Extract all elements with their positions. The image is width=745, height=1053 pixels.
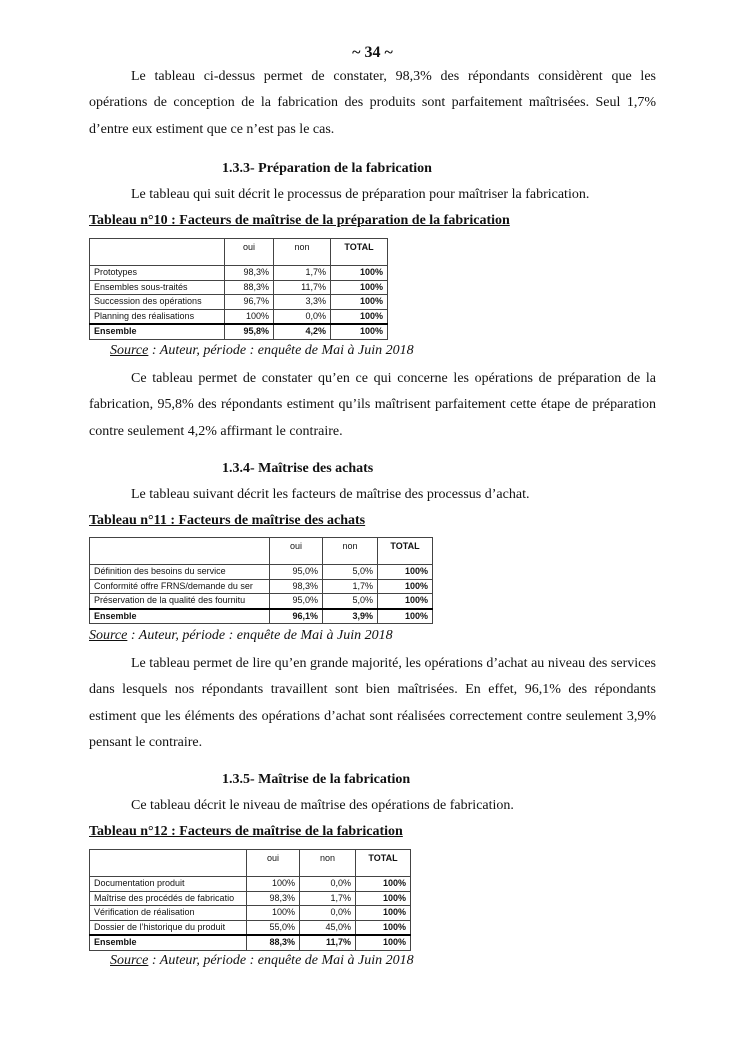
table-header-row <box>90 239 388 266</box>
source-label: Source <box>110 953 149 968</box>
table-cell: 100% <box>378 609 433 624</box>
table-cell: Ensembles sous-traités <box>90 280 225 295</box>
table-header-cell <box>90 538 270 565</box>
table-cell: 0,0% <box>300 906 356 921</box>
table-cell: Ensemble <box>90 935 247 950</box>
table10 <box>89 238 388 340</box>
table-cell: 100% <box>225 309 274 324</box>
table-header-cell: oui <box>225 239 274 266</box>
table-row <box>90 266 388 281</box>
table-cell: Ensemble <box>90 324 225 339</box>
source-label: Source <box>110 343 149 358</box>
table-cell: 100% <box>378 565 433 580</box>
table-cell: 45,0% <box>300 920 356 935</box>
table-cell: 100% <box>356 906 411 921</box>
table-row <box>90 579 433 594</box>
table-cell: 100% <box>378 594 433 609</box>
table-row <box>90 594 433 609</box>
table-cell: 88,3% <box>247 935 300 950</box>
section-heading-1-3-4: 1.3.4- Maîtrise des achats <box>222 461 374 476</box>
table-cell: 95,8% <box>225 324 274 339</box>
table12-source <box>110 953 414 969</box>
table-header-cell <box>90 239 225 266</box>
table-cell: 0,0% <box>274 309 331 324</box>
paragraph-achats-intro: Le tableau suivant décrit les facteurs de maîtrise des processus d’achat. <box>131 487 530 502</box>
table-cell: 98,3% <box>225 266 274 281</box>
table-cell: 0,0% <box>300 877 356 892</box>
table-row <box>90 309 388 324</box>
table-cell: 100% <box>247 906 300 921</box>
table-cell: Documentation produit <box>90 877 247 892</box>
table-cell: 1,7% <box>274 266 331 281</box>
table-cell: 98,3% <box>270 579 323 594</box>
table-cell: 55,0% <box>247 920 300 935</box>
source-text: : Auteur, période : enquête de Mai à Juin 2018 <box>148 953 414 968</box>
table-header-cell: oui <box>247 850 300 877</box>
paragraph-preparation-intro: Le tableau qui suit décrit le processus de préparation pour maîtriser la fabrication. <box>131 187 590 202</box>
table-row-total <box>90 935 411 950</box>
table-row <box>90 295 388 310</box>
table-cell: 100% <box>331 295 388 310</box>
table11 <box>89 537 433 624</box>
table-row-total <box>90 324 388 339</box>
table-cell: Ensemble <box>90 609 270 624</box>
table-cell: 3,9% <box>323 609 378 624</box>
table-header-row <box>90 538 433 565</box>
table-row <box>90 906 411 921</box>
table-cell: Dossier de l’historique du produit <box>90 920 247 935</box>
table-row <box>90 877 411 892</box>
table-cell: 100% <box>331 309 388 324</box>
table-header-cell: non <box>274 239 331 266</box>
source-text: : Auteur, période : enquête de Mai à Juin 2018 <box>148 343 414 358</box>
table12 <box>89 849 411 951</box>
table11-source <box>89 628 393 644</box>
table11-caption: Tableau n°11 : Facteurs de maîtrise des achats <box>89 513 366 528</box>
table-cell: 11,7% <box>274 280 331 295</box>
table-cell: Conformité offre FRNS/demande du ser <box>90 579 270 594</box>
table-cell: 5,0% <box>323 565 378 580</box>
table10-caption: Tableau n°10 : Facteurs de maîtrise de la préparation de la fabrication <box>89 213 510 228</box>
table-cell: 100% <box>356 935 411 950</box>
section-heading-1-3-3: 1.3.3- Préparation de la fabrication <box>222 161 432 176</box>
table-cell: Succession des opérations <box>90 295 225 310</box>
table-cell: 11,7% <box>300 935 356 950</box>
table-cell: Définition des besoins du service <box>90 565 270 580</box>
table-cell: 4,2% <box>274 324 331 339</box>
paragraph-achats-analysis: Le tableau permet de lire qu’en grande majorité, les opérations d’achat au niveau des services dans lesquels nos répondants travaillent sont bien maîtrisées. En effet, 96,1% des répondants estiment que les éléments des opérations d’achat sont réalisées correctement contre seulement 3,9% pensant le contraire. <box>89 656 656 750</box>
table-cell: Maîtrise des procédés de fabricatio <box>90 891 247 906</box>
table-header-cell: TOTAL <box>356 850 411 877</box>
table-cell: 100% <box>331 324 388 339</box>
table-row <box>90 565 433 580</box>
table-row <box>90 280 388 295</box>
table-cell: 5,0% <box>323 594 378 609</box>
paragraph-conception: Le tableau ci-dessus permet de constater, 98,3% des répondants considèrent que les opérations de conception de la fabrication des produits sont parfaitement maîtrisées. Seul 1,7% d’entre eux estiment que ce n’est pas le cas. <box>89 69 656 137</box>
table-cell: 100% <box>356 877 411 892</box>
table-cell: 100% <box>378 579 433 594</box>
table-row <box>90 920 411 935</box>
table12-caption: Tableau n°12 : Facteurs de maîtrise de la fabrication <box>89 824 403 839</box>
table-cell: 96,1% <box>270 609 323 624</box>
table-cell: 1,7% <box>300 891 356 906</box>
table-cell: Prototypes <box>90 266 225 281</box>
table10-source <box>110 343 414 359</box>
table-cell: 95,0% <box>270 594 323 609</box>
source-label: Source <box>89 628 128 643</box>
table-cell: 100% <box>356 891 411 906</box>
table-row <box>90 891 411 906</box>
table-header-cell: TOTAL <box>378 538 433 565</box>
table-header-cell: non <box>323 538 378 565</box>
table-cell: 96,7% <box>225 295 274 310</box>
table-cell: 100% <box>331 266 388 281</box>
table-cell: 95,0% <box>270 565 323 580</box>
table-cell: 88,3% <box>225 280 274 295</box>
table-header-cell <box>90 850 247 877</box>
table-header-cell: non <box>300 850 356 877</box>
table-cell: 100% <box>331 280 388 295</box>
table-header-cell: TOTAL <box>331 239 388 266</box>
table-cell: 98,3% <box>247 891 300 906</box>
table-cell: 3,3% <box>274 295 331 310</box>
paragraph-fabrication-intro: Ce tableau décrit le niveau de maîtrise des opérations de fabrication. <box>131 798 514 813</box>
table-cell: 100% <box>356 920 411 935</box>
table-cell: Préservation de la qualité des fournitu <box>90 594 270 609</box>
paragraph-preparation-analysis: Ce tableau permet de constater qu’en ce qui concerne les opérations de préparation de la fabrication, 95,8% des répondants estiment qu’ils maîtrisent parfaitement cette étape de préparation contre seulement 4,2% affirmant le contraire. <box>89 371 656 439</box>
source-text: : Auteur, période : enquête de Mai à Juin 2018 <box>127 628 393 643</box>
table-cell: Vérification de réalisation <box>90 906 247 921</box>
table-cell: 1,7% <box>323 579 378 594</box>
table-row-total <box>90 609 433 624</box>
table-header-cell: oui <box>270 538 323 565</box>
table-cell: 100% <box>247 877 300 892</box>
section-heading-1-3-5: 1.3.5- Maîtrise de la fabrication <box>222 772 411 787</box>
page-number: ~ 34 ~ <box>352 44 393 61</box>
table-cell: Planning des réalisations <box>90 309 225 324</box>
table-header-row <box>90 850 411 877</box>
